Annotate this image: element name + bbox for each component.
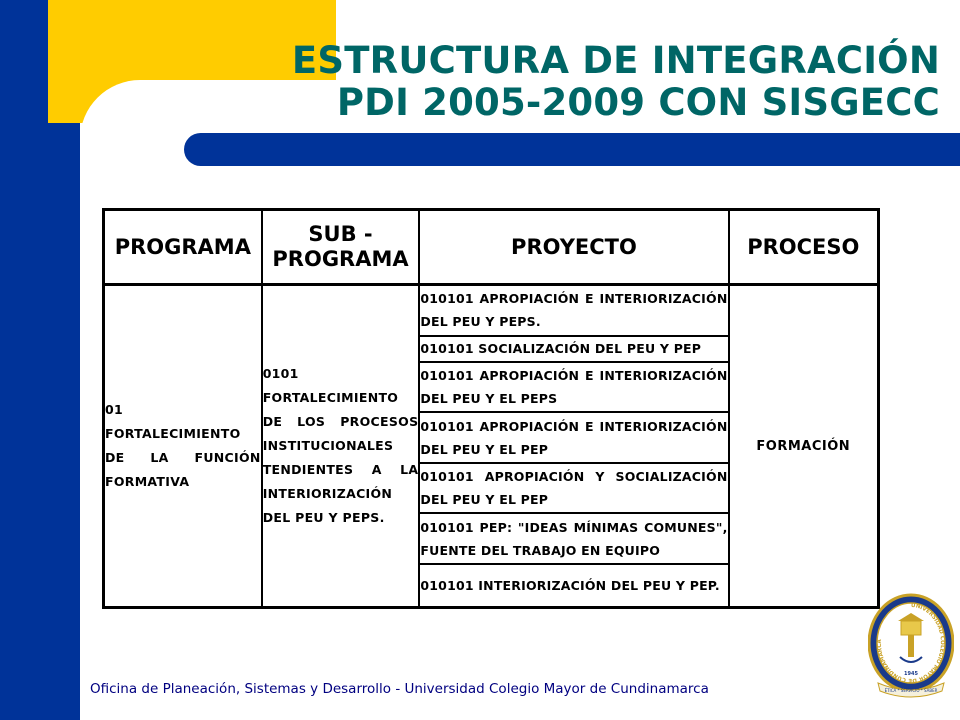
header-proyecto: PROYECTO <box>419 210 728 285</box>
proyecto-cell-7: 010101 INTERIORIZACIÓN DEL PEU Y PEP. <box>419 564 728 607</box>
slide-title <box>292 40 940 124</box>
title-line-1: ESTRUCTURA DE INTEGRACIÓN <box>291 39 940 82</box>
proyecto-cell-3: 010101 APROPIACIÓN E INTERIORIZACIÓN DEL PEU Y EL PEPS <box>419 362 728 413</box>
header-programa: PROGRAMA <box>104 210 262 285</box>
proyecto-cell-6: 010101 PEP: "IDEAS MÍNIMAS COMUNES", FUENTE DEL TRABAJO EN EQUIPO <box>419 513 728 564</box>
proyecto-cell-4: 010101 APROPIACIÓN E INTERIORIZACIÓN DEL PEU Y EL PEP <box>419 412 728 463</box>
table-header-row <box>104 210 878 285</box>
university-seal-icon <box>868 593 954 701</box>
subprograma-cell: 0101 FORTALECIMIENTO DE LOS PROCESOS INSTITUCIONALES TENDIENTES A LA INTERIORIZACIÓN DEL PEU Y PEPS. <box>262 285 420 607</box>
programa-cell: 01 FORTALECIMIENTO DE LA FUNCIÓN FORMATIVA <box>104 285 262 607</box>
header-subprograma <box>262 210 420 285</box>
proyecto-cell-2: 010101 SOCIALIZACIÓN DEL PEU Y PEP <box>419 336 728 362</box>
title-line-2: PDI 2005-2009 CON SISGECC <box>336 81 940 124</box>
header-subprograma-line-2: PROGRAMA <box>272 247 409 271</box>
seal-year: 1945 <box>904 671 918 677</box>
seal-ring-text: UNIVERSIDAD COLEGIO MAYOR DE CUNDINAMARCA <box>876 602 945 684</box>
title-underline-bar <box>184 133 960 166</box>
proyecto-cell-1: 010101 APROPIACIÓN E INTERIORIZACIÓN DEL PEU Y PEPS. <box>419 285 728 336</box>
table-row <box>104 285 878 336</box>
header-proceso: PROCESO <box>729 210 878 285</box>
footer-text: Oficina de Planeación, Sistemas y Desarrollo - Universidad Colegio Mayor de Cundinamarca <box>90 681 709 697</box>
header-subprograma-line-1: SUB - <box>308 222 373 246</box>
proceso-cell: FORMACIÓN <box>729 285 878 607</box>
structure-table <box>102 208 880 609</box>
seal-motto: ÉTICA * SERVICIO * SABER <box>884 688 938 693</box>
proyecto-cell-5: 010101 APROPIACIÓN Y SOCIALIZACIÓN DEL PEU Y EL PEP <box>419 463 728 514</box>
